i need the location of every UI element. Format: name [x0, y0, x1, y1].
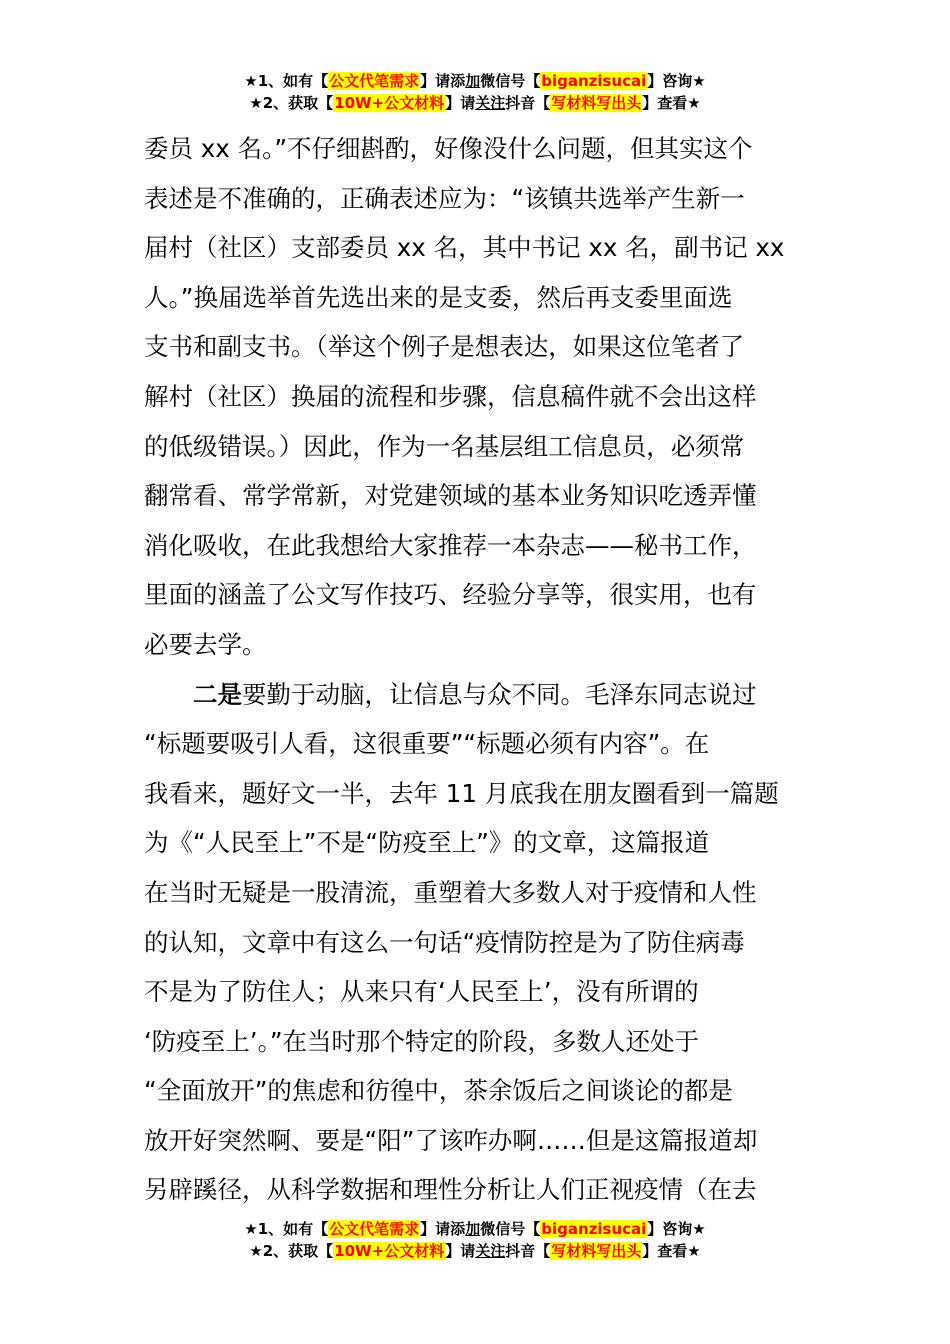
body-line: 委员 xx 名。”不仔细斟酌，好像没什么问题，但其实这个 — [144, 134, 753, 163]
banner-highlight: biganzisucai — [541, 72, 647, 90]
body-line: 解村（社区）换届的流程和步骤，信息稿件就不会出这样 — [144, 381, 757, 411]
body-line: 人。”换届选举首先选出来的是支委，然后再支委里面选 — [144, 282, 733, 312]
body-line: 不是为了防住人；从来只有‘人民至上’，没有所谓的 — [144, 977, 699, 1007]
body-line: 翻常看、常学常新，对党建领域的基本业务知识吃透弄懂 — [144, 481, 757, 511]
banner-highlight: 10W+公文材料 — [334, 94, 445, 112]
body-line: 消化吸收，在此我想给大家推荐一本杂志——秘书工作， — [144, 530, 757, 560]
body-line: 另辟蹊径，从科学数据和理性分析让人们正视疫情（在去 — [144, 1175, 757, 1205]
banner-highlight: 10W+公文材料 — [334, 1242, 445, 1260]
body-line: 支书和副支书。（举这个例子是想表达，如果这位笔者了 — [144, 332, 745, 362]
banner-underlined: 加 — [465, 1220, 481, 1238]
banner-text: 微信号【 — [480, 1220, 541, 1238]
body-line: “全面放开”的焦虑和彷徨中，茶余饭后之间谈论的都是 — [144, 1076, 733, 1106]
banner-underlined: 关注 — [475, 94, 506, 112]
banner-highlight: 写材料写出头 — [551, 94, 642, 112]
banner-highlight: 公文代笔需求 — [329, 1220, 420, 1238]
banner-line-2 — [0, 92, 950, 114]
banner-highlight: 公文代笔需求 — [329, 72, 420, 90]
banner-text: 】咨询★ — [647, 72, 706, 90]
body-line: 的低级错误。）因此，作为一名基层组工信息员，必须常 — [144, 431, 745, 461]
body-line: ‘防疫至上’。”在当时那个特定的阶段，多数人还处于 — [144, 1026, 700, 1056]
banner-text: 抖音【 — [505, 94, 551, 112]
banner-underlined: 关注 — [475, 1242, 506, 1260]
body-line: 放开好突然啊、要是“阳”了该咋办啊……但是这篇报道却 — [144, 1125, 758, 1155]
banner-text: 】咨询★ — [647, 1220, 706, 1238]
body-line: 里面的涵盖了公文写作技巧、经验分享等，很实用，也有 — [144, 580, 757, 610]
banner-text: ★1、如有【 — [244, 1220, 329, 1238]
banner-line-1 — [0, 70, 950, 92]
banner-text: 】请 — [445, 1242, 476, 1260]
body-line: “标题要吸引人看，这很重要”“标题必须有内容”。在 — [144, 729, 710, 759]
body-line: 必要去学。 — [144, 629, 267, 659]
body-line: 的认知，文章中有这么一句话“疫情防控是为了防住病毒 — [144, 927, 745, 957]
body-line: 届村（社区）支部委员 xx 名，其中书记 xx 名，副书记 xx — [144, 233, 785, 263]
document-body — [144, 124, 808, 1215]
banner-highlight: biganzisucai — [541, 1220, 647, 1238]
banner-line-2 — [0, 1240, 950, 1262]
paragraph-2-first-line — [144, 670, 808, 720]
body-line: 为《“人民至上”不是“防疫至上”》的文章，这篇报道 — [144, 828, 710, 858]
body-line: 在当时无疑是一股清流，重塑着大多数人对于疫情和人性 — [144, 877, 757, 907]
para-2-first-text: 要勤于动脑，让信息与众不同。毛泽东同志说过 — [242, 679, 757, 709]
banner-text: ★2、获取【 — [249, 1242, 334, 1260]
para-2-lead: 二是 — [193, 679, 242, 709]
footer-banner — [0, 1218, 950, 1262]
banner-highlight: 写材料写出头 — [551, 1242, 642, 1260]
banner-text: 】查看★ — [642, 1242, 701, 1260]
banner-text: 抖音【 — [505, 1242, 551, 1260]
banner-text: 】请添 — [420, 1220, 466, 1238]
banner-text: 】查看★ — [642, 94, 701, 112]
banner-text: 】请 — [445, 94, 476, 112]
banner-text: 微信号【 — [480, 72, 541, 90]
banner-text: ★2、获取【 — [249, 94, 334, 112]
body-line: 表述是不准确的，正确表述应为：“该镇共选举产生新一 — [144, 183, 745, 213]
header-banner — [0, 70, 950, 114]
banner-text: 】请添 — [420, 72, 466, 90]
banner-underlined: 加 — [465, 72, 481, 90]
banner-text: ★1、如有【 — [244, 72, 329, 90]
body-line: 我看来，题好文一半，去年 11 月底我在朋友圈看到一篇题 — [144, 778, 779, 808]
banner-line-1 — [0, 1218, 950, 1240]
